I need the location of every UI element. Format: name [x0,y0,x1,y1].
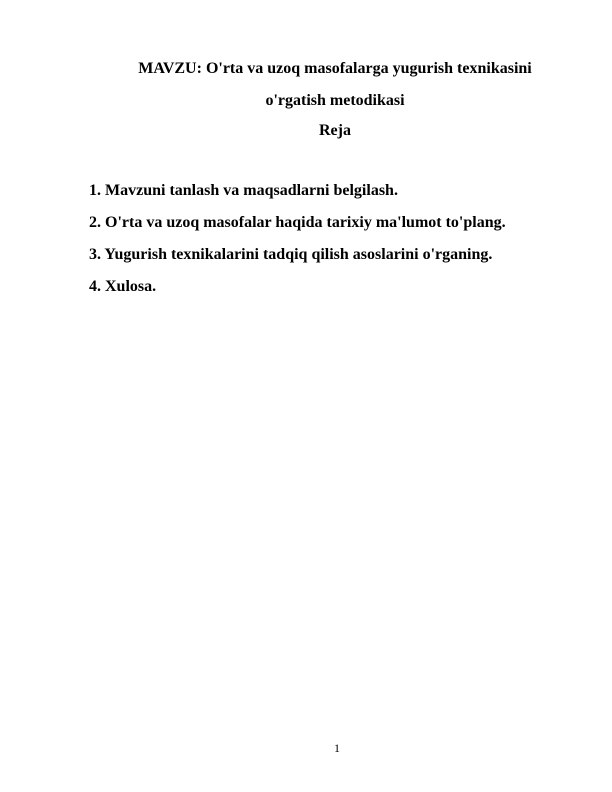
plan-item-3: 3. Yugurish texnikalarini tadqiq qilish asoslarini o'rganing. [89,246,493,263]
plan-list [89,181,506,309]
topic-title-line-1: MAVZU: O'rta va uzoq masofalarga yugurish texnikasini [138,60,532,77]
plan-heading: Reja [319,122,351,139]
plan-item-4: 4. Xulosa. [89,278,157,295]
plan-item-2: 2. O'rta va uzoq masofalar haqida tarixiy ma'lumot to'plang. [89,214,506,231]
plan-item-1: 1. Mavzuni tanlash va maqsadlarni belgilash. [89,182,398,199]
topic-title-line-2: o'rgatish metodikasi [265,92,405,109]
page-number: 1 [334,741,340,755]
